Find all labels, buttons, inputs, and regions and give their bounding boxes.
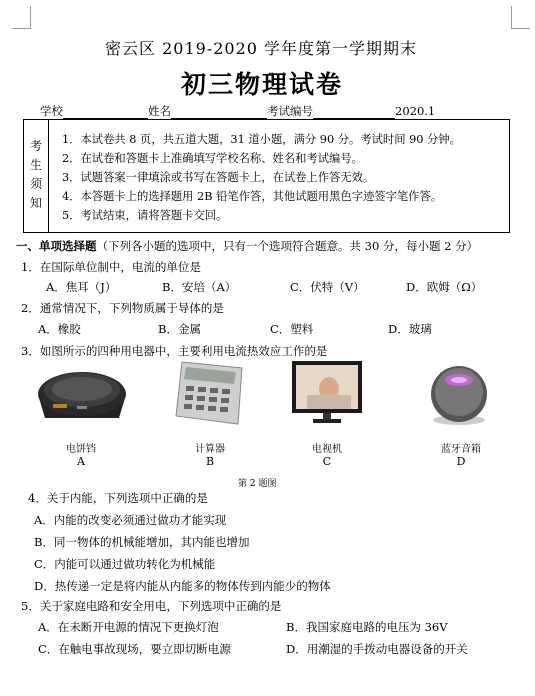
notice-rule: 3．试题答案一律填涂或书写在答题卡上，在试卷上作答无效。 [62,171,375,184]
notice-side-char: 考 [29,139,42,153]
section-instruction: （下列各小题的选项中，只有一个选项符合题意。共 30 分，每小题 2 分） [96,239,479,253]
corner-mark-right [511,6,530,29]
page-title: 初三物理试卷 [181,70,344,99]
q2-option-b: B．金属 [158,322,201,336]
exam-no-blank [313,106,395,119]
exam-date: 2020.1 [395,104,436,118]
corner-mark-left [12,6,31,29]
notice-side-char: 须 [29,177,42,191]
q1-option-b: B．安培（A） [162,280,237,294]
q5-option-a: A．在未断开电源的情况下更换灯泡 [38,620,219,634]
q4-option-c: C．内能可以通过做功转化为机械能 [34,557,216,571]
image-letter-a: A [77,455,85,468]
image-letter-c: C [322,455,332,468]
notice-side-label [24,120,49,232]
notice-rules [62,130,461,225]
q2-option-c: C．塑料 [270,322,314,336]
section-heading [16,238,478,254]
calculator-image [172,358,248,428]
notice-rule: 5．考试结束，请将答题卡交回。 [62,209,228,222]
notice-side-char: 知 [29,196,42,210]
bluetooth-speaker-image [423,360,495,428]
school-blank [63,106,148,119]
q5-option-b: B．我国家庭电路的电压为 36V [286,620,448,634]
notice-box [23,119,510,233]
image-letter-b: B [205,455,215,468]
notice-rule: 1．本试卷共 8 页，共五道大题，31 道小题，满分 90 分。考试时间 90 分钟。 [62,133,461,146]
notice-side-char: 生 [29,158,42,172]
name-blank [171,106,267,119]
q2-option-d: D．玻璃 [388,322,432,336]
image-caption-d: 蓝牙音箱 [441,444,481,455]
q1-option-a: A．焦耳（J） [46,280,117,294]
question-2-stem: 2．通常情况下，下列物质属于导体的是 [21,301,224,315]
image-letter-d: D [456,455,466,468]
griddle-image [33,360,131,428]
notice-rule: 2．在试卷和答题卡上准确填写学校名称、姓名和考试编号。 [62,152,363,165]
student-info-line [40,103,435,119]
notice-rule: 4．本答题卡上的选择题用 2B 铅笔作答，其他试题用黑色字迹签字笔作答。 [62,190,443,203]
exam-no-label: 考试编号 [267,104,313,118]
q4-option-b: B．同一物体的机械能增加，其内能也增加 [34,535,250,549]
question-4-stem: 4．关于内能，下列选项中正确的是 [28,491,208,505]
question-3-stem: 3．如图所示的四种用电器中，主要利用电流热效应工作的是 [21,344,328,358]
q5-option-d: D．用潮湿的手拨动电器设备的开关 [286,642,468,656]
school-label: 学校 [40,104,63,118]
image-caption-a: 电饼铛 [66,444,96,455]
question-5-stem: 5．关于家庭电路和安全用电，下列选项中正确的是 [21,599,282,613]
television-image [289,357,365,427]
image-caption-c: 电视机 [312,444,342,455]
q1-option-c: C．伏特（V） [290,280,365,294]
name-label: 姓名 [148,104,171,118]
section-title: 一、单项选择题 [16,239,97,253]
image-caption-b: 计算器 [195,444,225,455]
q4-option-a: A．内能的改变必须通过做功才能实现 [34,513,227,527]
figure-caption: 第 2 题图 [238,479,277,489]
q1-option-d: D．欧姆（Ω） [406,280,483,294]
q2-option-a: A．橡胶 [38,322,81,336]
question-1-stem: 1．在国际单位制中，电流的单位是 [21,260,201,274]
school-term-heading: 密云区 2019-2020 学年度第一学期期末 [105,39,418,58]
q5-option-c: C．在触电事故现场，要立即切断电源 [38,642,231,656]
q4-option-d: D．热传递一定是将内能从内能多的物体传到内能少的物体 [34,579,331,593]
